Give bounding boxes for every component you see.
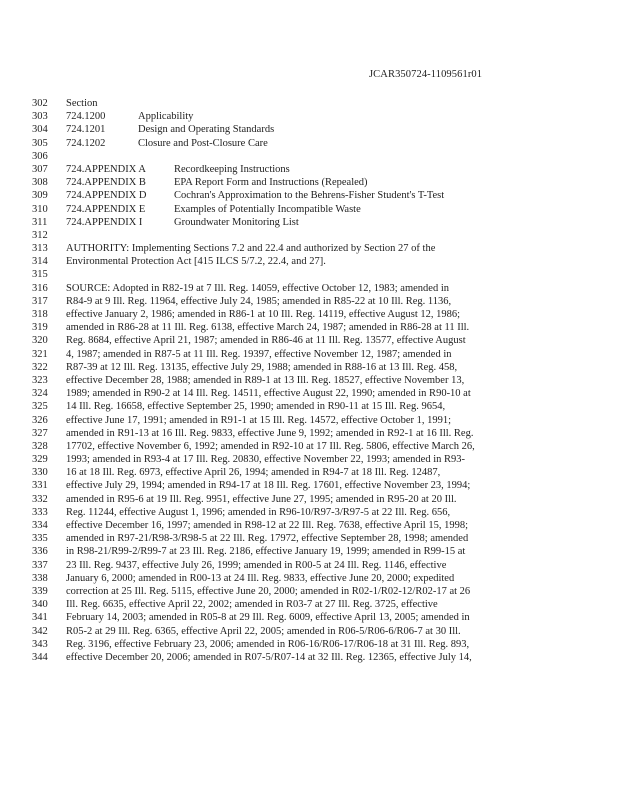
line-number: 335 [32, 533, 48, 545]
source-line [32, 361, 592, 374]
authority-line [32, 255, 592, 268]
source-line [32, 611, 592, 624]
source-line [32, 348, 592, 361]
section-title: Closure and Post-Closure Care [138, 137, 268, 149]
line-number: 325 [32, 401, 48, 413]
line-number: 319 [32, 322, 48, 334]
appendix-number: 724.APPENDIX E [66, 203, 146, 215]
source-line [32, 414, 592, 427]
line-number: 338 [32, 572, 48, 584]
line-number: 332 [32, 493, 48, 505]
line-number: 322 [32, 361, 48, 373]
source-text: Reg. 11244, effective August 1, 1996; amended in R96-10/R97-3/R97-5 at 22 Ill. Reg. 656, [66, 506, 451, 518]
source-line [32, 532, 592, 545]
source-text: effective July 29, 1994; amended in R94-17 at 18 Ill. Reg. 17601, effective November 23, 1994; [66, 480, 471, 492]
line-number: 343 [32, 638, 48, 650]
source-block [32, 282, 592, 664]
line-number: 324 [32, 388, 48, 400]
source-text: 23 Ill. Reg. 9437, effective July 26, 1999; amended in R00-5 at 24 Ill. Reg. 1146, effective [66, 559, 447, 571]
line-number: 330 [32, 467, 48, 479]
authority-line [32, 242, 592, 255]
appendix-title: EPA Report Form and Instructions (Repealed) [174, 177, 368, 189]
line-number: 331 [32, 480, 48, 492]
line-number: 313 [32, 243, 48, 255]
section-line [32, 137, 592, 150]
line-number: 317 [32, 295, 48, 307]
source-text: 14 Ill. Reg. 16658, effective September 25, 1990; amended in R90-11 at 15 Ill. Reg. 9654, [66, 401, 446, 413]
source-line [32, 374, 592, 387]
source-line [32, 585, 592, 598]
source-line [32, 519, 592, 532]
line-number: 311 [32, 216, 48, 228]
source-line [32, 400, 592, 413]
source-text: February 14, 2003; amended in R05-8 at 29 Ill. Reg. 6009, effective April 13, 2005; amended in [66, 612, 470, 624]
source-line [32, 453, 592, 466]
line-number: 306 [32, 150, 48, 162]
section-number: 724.1200 [66, 111, 106, 123]
source-text: SOURCE: Adopted in R82-19 at 7 Ill. Reg. 14059, effective October 12, 1983; amended in [66, 282, 449, 294]
section-heading-line [32, 97, 592, 110]
appendix-line [32, 189, 592, 202]
source-text: effective December 16, 1997; amended in R98-12 at 22 Ill. Reg. 7638, effective April 15, 1998; [66, 520, 469, 531]
source-line [32, 545, 592, 558]
line-number: 327 [32, 427, 48, 439]
blank-line [32, 229, 592, 242]
source-text: 4, 1987; amended in R87-5 at 11 Ill. Reg. 19397, effective November 12, 1987; amended in [66, 348, 452, 360]
line-number: 339 [32, 585, 48, 597]
source-text: in R98-21/R99-2/R99-7 at 23 Ill. Reg. 2186, effective January 19, 1999; amended in R99-15 at [66, 546, 466, 558]
source-text: 17702, effective November 6, 1992; amended in R92-10 at 17 Ill. Reg. 5806, effective March 26, [66, 440, 475, 452]
source-text: R87-39 at 12 Ill. Reg. 13135, effective July 29, 1988; amended in R88-16 at 13 Ill. Reg. 458, [66, 361, 458, 373]
source-text: effective December 20, 2006; amended in R07-5/R07-14 at 32 Ill. Reg. 12365, effective July 14, [66, 651, 472, 663]
source-line [32, 572, 592, 585]
blank-line [32, 150, 592, 163]
section-number: 724.1201 [66, 124, 106, 136]
line-number: 328 [32, 440, 48, 452]
line-number: 326 [32, 414, 48, 426]
line-number: 318 [32, 309, 48, 320]
source-text: correction at 25 Ill. Reg. 5115, effective June 20, 2000; amended in R02-1/R02-12/R02-17 at 26 [66, 585, 471, 597]
authority-text: Environmental Protection Act [415 ILCS 5/7.2, 22.4, and 27]. [66, 256, 326, 268]
source-line [32, 598, 592, 611]
section-heading: Section [66, 98, 98, 109]
line-number: 320 [32, 335, 48, 347]
source-text: amended in R91-13 at 16 Ill. Reg. 9833, effective June 9, 1992; amended in R92-1 at 16 Ill. Reg. [66, 427, 474, 439]
section-line [32, 110, 592, 123]
source-line [32, 387, 592, 400]
line-number: 341 [32, 612, 48, 624]
line-number: 302 [32, 98, 48, 109]
line-number: 309 [32, 190, 48, 202]
source-text: amended in R86-28 at 11 Ill. Reg. 6138, effective March 24, 1987; amended in R86-28 at 11 Ill. [66, 322, 470, 334]
source-line [32, 651, 592, 664]
appendix-line [32, 163, 592, 176]
source-line [32, 638, 592, 651]
blank-line [32, 268, 592, 281]
source-line [32, 466, 592, 479]
line-number: 312 [32, 229, 48, 241]
appendix-number: 724.APPENDIX I [66, 216, 143, 228]
appendix-title: Examples of Potentially Incompatible Waste [174, 203, 361, 215]
source-line [32, 506, 592, 519]
section-title: Design and Operating Standards [138, 124, 275, 136]
appendix-number: 724.APPENDIX B [66, 177, 146, 189]
line-number: 314 [32, 256, 48, 268]
section-line [32, 123, 592, 136]
line-number: 329 [32, 454, 48, 466]
source-text: amended in R97-21/R98-3/R98-5 at 22 Ill. Reg. 17972, effective September 28, 1998; amended [66, 533, 469, 545]
source-line [32, 427, 592, 440]
appendix-title: Cochran's Approximation to the Behrens-Fisher Student's T-Test [174, 190, 445, 202]
document-id: JCAR350724-1109561r01 [369, 69, 483, 80]
appendix-number: 724.APPENDIX A [66, 163, 146, 175]
appendix-title: Recordkeeping Instructions [174, 163, 290, 175]
section-number: 724.1202 [66, 137, 106, 149]
source-text: effective June 17, 1991; amended in R91-1 at 15 Ill. Reg. 14572, effective October 1, 1991; [66, 414, 452, 426]
source-line [32, 440, 592, 453]
line-number: 304 [32, 124, 48, 136]
source-line [32, 308, 592, 321]
appendix-line [32, 216, 592, 229]
appendix-line [32, 203, 592, 216]
source-text: R05-2 at 29 Ill. Reg. 6365, effective April 22, 2005; amended in R06-5/R06-6/R06-7 at 30 Ill. [66, 625, 461, 637]
appendix-number: 724.APPENDIX D [66, 190, 147, 202]
source-text: effective December 28, 1988; amended in R89-1 at 13 Ill. Reg. 18527, effective November 13, [66, 374, 465, 386]
source-line [32, 321, 592, 334]
source-line [32, 295, 592, 308]
line-number: 340 [32, 599, 48, 611]
source-line [32, 282, 592, 295]
line-number: 316 [32, 282, 48, 294]
source-line [32, 559, 592, 572]
source-text: amended in R95-6 at 19 Ill. Reg. 9951, effective June 27, 1995; amended in R95-20 at 20 Ill. [66, 493, 457, 505]
appendix-line [32, 176, 592, 189]
source-text: January 6, 2000; amended in R00-13 at 24 Ill. Reg. 9833, effective June 20, 2000; expedited [66, 572, 455, 584]
source-text: Ill. Reg. 6635, effective April 22, 2002; amended in R03-7 at 27 Ill. Reg. 3725, effective [66, 599, 438, 611]
source-line [32, 625, 592, 638]
appendix-title: Groundwater Monitoring List [174, 216, 299, 228]
line-number: 307 [32, 163, 48, 175]
source-text: R84-9 at 9 Ill. Reg. 11964, effective July 24, 1985; amended in R85-22 at 10 Ill. Reg. 1136, [66, 295, 452, 307]
line-number: 342 [32, 625, 48, 637]
line-number: 323 [32, 374, 48, 386]
source-text: Reg. 3196, effective February 23, 2006; amended in R06-16/R06-17/R06-18 at 31 Ill. Reg. 893, [66, 638, 470, 650]
line-number: 344 [32, 651, 48, 663]
line-number: 336 [32, 546, 48, 558]
authority-text: AUTHORITY: Implementing Sections 7.2 and 22.4 and authorized by Section 27 of the [66, 243, 436, 255]
source-text: 16 at 18 Ill. Reg. 6973, effective April 26, 1994; amended in R94-7 at 18 Ill. Reg. 12487, [66, 467, 441, 479]
line-number: 333 [32, 506, 48, 518]
source-line [32, 493, 592, 506]
line-number: 321 [32, 348, 48, 360]
line-number: 310 [32, 203, 48, 215]
section-title: Applicability [138, 111, 194, 123]
line-number: 303 [32, 111, 48, 123]
line-number: 334 [32, 520, 48, 531]
source-line [32, 479, 592, 492]
line-number: 305 [32, 137, 48, 149]
source-line [32, 334, 592, 347]
numbered-lines [32, 97, 592, 664]
source-text: Reg. 8684, effective April 21, 1987; amended in R86-46 at 11 Ill. Reg. 13577, effective August [66, 335, 466, 347]
line-number: 308 [32, 177, 48, 189]
line-number: 337 [32, 559, 48, 571]
source-text: 1993; amended in R93-4 at 17 Ill. Reg. 20830, effective November 22, 1993; amended in R93- [66, 454, 466, 466]
source-text: 1989; amended in R90-2 at 14 Ill. Reg. 14511, effective August 22, 1990; amended in R90-10 at [66, 388, 471, 400]
line-number: 315 [32, 269, 48, 281]
source-text: effective January 2, 1986; amended in R86-1 at 10 Ill. Reg. 14119, effective August 12, 1986; [66, 309, 461, 320]
